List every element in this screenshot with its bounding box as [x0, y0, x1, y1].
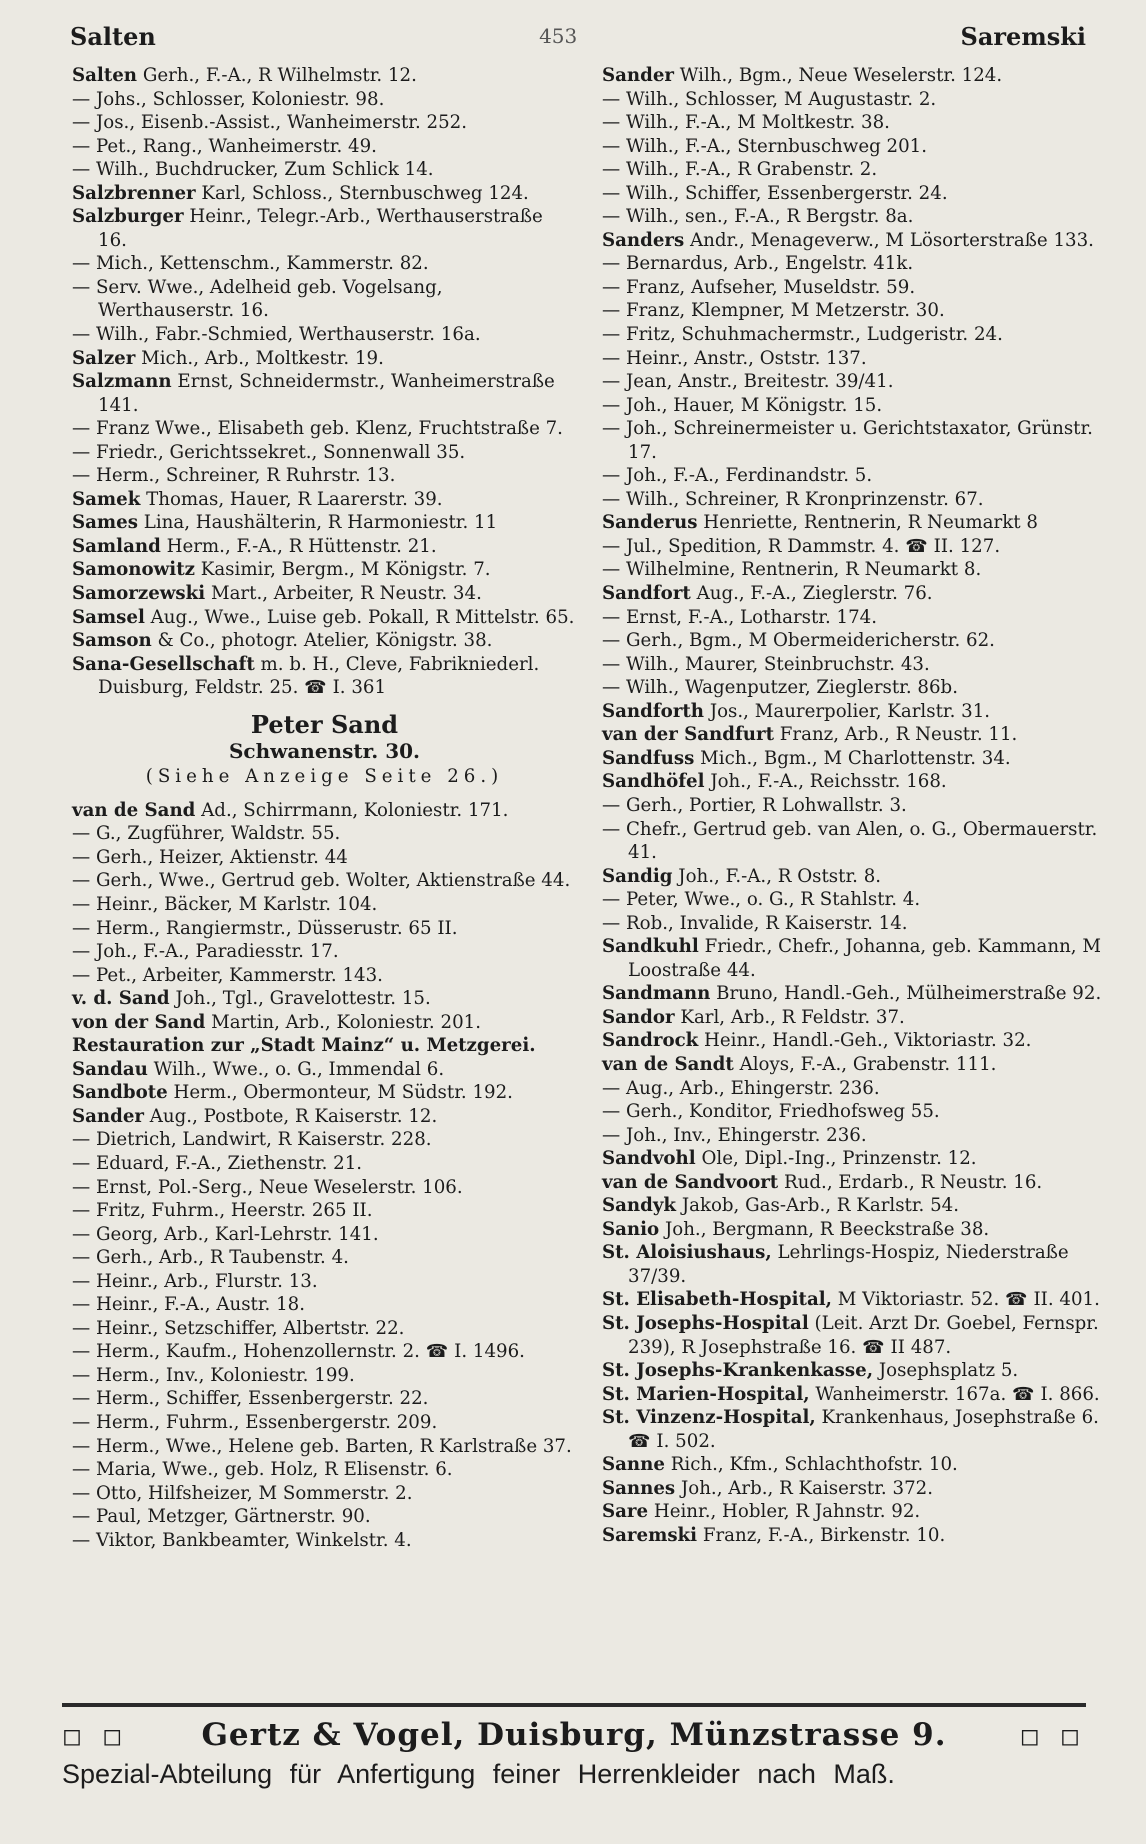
entry-details: — Franz Wwe., Elisabeth geb. Klenz, Fruchtstraße 7. — [72, 418, 563, 440]
entry-details: — Aug., Arb., Ehingerstr. 236. — [602, 1077, 880, 1099]
directory-entry — [72, 488, 577, 512]
advert-note: (Siehe Anzeige Seite 26.) — [145, 765, 504, 787]
directory-entry — [602, 370, 1112, 394]
entry-details: — Dietrich, Landwirt, R Kaiserstr. 228. — [72, 1129, 432, 1151]
footer-headline: Gertz & Vogel, Duisburg, Münzstrasse 9. — [201, 1717, 947, 1753]
entry-surname: Sanio — [602, 1218, 660, 1240]
page-number: 453 — [539, 24, 578, 48]
entry-surname: Salzmann — [72, 371, 172, 393]
entry-details: — Herm., Schiffer, Essenbergerstr. 22. — [72, 1388, 429, 1410]
directory-entry — [72, 252, 577, 276]
entry-details: — Heinr., Arb., Flurstr. 13. — [72, 1270, 318, 1292]
entry-surname: St. Marien-Hospital, — [602, 1383, 810, 1405]
footer-box-ornament-right: ◻ ◻ — [1019, 1720, 1086, 1750]
entry-details: — Wilh., Wagenputzer, Zieglerstr. 86b. — [602, 677, 958, 699]
directory-entry — [72, 869, 577, 893]
entry-surname: St. Josephs-Hospital — [602, 1312, 809, 1334]
directory-entry — [602, 1171, 1112, 1195]
directory-entry — [72, 111, 577, 135]
entry-details: Mich., Bgm., M Charlottenstr. 34. — [694, 747, 1011, 769]
entry-details: Karl, Arb., R Feldstr. 37. — [674, 1006, 905, 1028]
entry-surname: Samorzewski — [72, 583, 206, 605]
entry-details: — Wilh., F.-A., Sternbuschweg 201. — [602, 135, 928, 157]
directory-entry — [72, 1199, 577, 1223]
entry-surname: Sandfuss — [602, 747, 695, 769]
spacer — [72, 789, 577, 799]
directory-entry — [602, 464, 1112, 488]
entry-details: — Gerh., Wwe., Gertrud geb. Wolter, Aktienstraße 44. — [72, 870, 571, 892]
entry-details: — Peter, Wwe., o. G., R Stahlstr. 4. — [602, 889, 921, 911]
entry-surname: Samsel — [72, 606, 145, 628]
entry-details: Krankenhaus, Josephstraße 6. ☎ I. 502. — [628, 1407, 1099, 1452]
directory-entry — [72, 1105, 577, 1129]
entry-details: — Bernardus, Arb., Engelstr. 41k. — [602, 253, 914, 275]
directory-entry — [72, 1293, 577, 1317]
directory-entry — [602, 299, 1112, 323]
entry-details: — Jean, Anstr., Breitestr. 39/41. — [602, 371, 894, 393]
directory-entry — [602, 676, 1112, 700]
directory-entry — [602, 1406, 1112, 1453]
directory-entry — [602, 394, 1112, 418]
entry-details: Gerh., F.-A., R Wilhelmstr. 12. — [137, 65, 417, 86]
directory-entry — [72, 182, 577, 206]
directory-entry — [72, 1011, 577, 1035]
directory-entry — [602, 700, 1112, 724]
right-column — [602, 64, 1112, 1547]
directory-entry — [72, 441, 577, 465]
directory-entry — [602, 323, 1112, 347]
entry-details: M Viktoriastr. 52. ☎ II. 401. — [831, 1289, 1100, 1311]
entry-details: — Georg, Arb., Karl-Lehrstr. 141. — [72, 1223, 379, 1245]
entry-details: Rud., Erdarb., R Neustr. 16. — [778, 1171, 1043, 1193]
directory-entry — [602, 1006, 1112, 1030]
directory-entry — [602, 1218, 1112, 1242]
left-column — [72, 64, 577, 1552]
entry-details: Wilh., Wwe., o. G., Immendal 6. — [147, 1058, 445, 1080]
entry-details: — Mich., Kettenschm., Kammerstr. 82. — [72, 253, 429, 275]
directory-entry — [602, 511, 1112, 535]
entry-details: Heinr., Hobler, R Jahnstr. 92. — [648, 1501, 921, 1523]
entry-details: Thomas, Hauer, R Laarerstr. 39. — [140, 488, 443, 510]
entry-surname: Sare — [602, 1501, 649, 1523]
directory-entry — [602, 1524, 1112, 1548]
entry-details: Jos., Maurerpolier, Karlstr. 31. — [704, 700, 991, 722]
entry-surname: Sandfort — [602, 583, 691, 605]
footer-tagline: Spezial-Abteilung für Anfertigung feiner Herrenkleider nach Maß. — [62, 1759, 895, 1789]
entry-details: Aloys, F.-A., Grabenstr. 111. — [733, 1053, 997, 1075]
entry-surname: Sandkuhl — [602, 936, 699, 958]
entry-surname: Samson — [72, 630, 152, 652]
directory-entry — [602, 1053, 1112, 1077]
entry-details: — Ernst, F.-A., Lotharstr. 174. — [602, 606, 878, 628]
directory-entry — [72, 917, 577, 941]
entry-details: Kasimir, Bergm., M Königstr. 7. — [194, 559, 491, 581]
entry-details: — Gerh., Konditor, Friedhofsweg 55. — [602, 1101, 940, 1123]
directory-entry — [602, 770, 1112, 794]
entry-details: Lehrlings-Hospiz, Niederstraße 37/39. — [628, 1242, 1069, 1287]
directory-entry — [602, 912, 1112, 936]
directory-entry — [602, 629, 1112, 653]
entry-details: — Joh., Inv., Ehingerstr. 236. — [602, 1124, 867, 1146]
directory-entry — [72, 276, 577, 323]
directory-entry — [72, 653, 577, 700]
entry-details: — Joh., F.-A., Paradiesstr. 17. — [72, 941, 339, 963]
entry-details: — Wilh., Buchdrucker, Zum Schlick 14. — [72, 159, 434, 181]
entry-details: — Gerh., Portier, R Lohwallstr. 3. — [602, 794, 907, 816]
entry-details: — Heinr., Anstr., Oststr. 137. — [602, 347, 867, 369]
entry-surname: Sander — [72, 1105, 145, 1127]
entry-details: Wilh., Bgm., Neue Weselerstr. 124. — [674, 65, 1003, 86]
directory-entry — [72, 1340, 577, 1364]
directory-entry — [602, 1124, 1112, 1148]
directory-entry — [72, 135, 577, 159]
directory-entry — [72, 511, 577, 535]
directory-entry — [72, 606, 577, 630]
entry-details: — Wilhelmine, Rentnerin, R Neumarkt 8. — [602, 559, 982, 581]
directory-entry — [602, 488, 1112, 512]
directory-entry — [602, 276, 1112, 300]
entry-details: Henriette, Rentnerin, R Neumarkt 8 — [697, 512, 1038, 534]
directory-entry — [72, 1364, 577, 1388]
directory-entry — [72, 1128, 577, 1152]
entry-details: — Joh., F.-A., Ferdinandstr. 5. — [602, 465, 873, 487]
directory-entry: Restauration zur „Stadt Mainz“ u. Metzgerei. — [72, 1035, 536, 1057]
directory-entry — [602, 229, 1112, 253]
entry-surname: Sanderus — [602, 512, 698, 534]
directory-entry — [602, 205, 1112, 229]
entry-details: Karl, Schloss., Sternbuschweg 124. — [195, 182, 529, 204]
entry-surname: Sandvohl — [602, 1148, 696, 1170]
entry-details: — Herm., Kaufm., Hohenzollernstr. 2. ☎ I. 1496. — [72, 1341, 525, 1363]
entry-details: Josephsplatz 5. — [873, 1360, 1019, 1382]
entry-surname: Sana-Gesellschaft — [72, 653, 255, 675]
advert-title: Peter Sand — [250, 709, 399, 739]
entry-surname: von der Sand — [72, 1011, 206, 1033]
entry-details: Bruno, Handl.-Geh., Mülheimerstraße 92. — [710, 983, 1102, 1005]
entry-details: Ernst, Schneidermstr., Wanheimerstraße 141. — [98, 371, 555, 416]
entry-details: Joh., F.-A., Reichsstr. 168. — [704, 771, 947, 793]
directory-entry — [602, 794, 1112, 818]
entry-details: Aug., Postbote, R Kaiserstr. 12. — [144, 1105, 438, 1127]
entry-details: — Herm., Rangiermstr., Düsserustr. 65 II. — [72, 917, 458, 939]
advert-address: Schwanenstr. 30. — [228, 738, 421, 763]
footer-box-ornament-left: ◻ ◻ — [62, 1720, 129, 1750]
directory-entry — [72, 582, 577, 606]
entry-surname: St. Aloisiushaus, — [602, 1242, 772, 1264]
entry-details: Mich., Arb., Moltkestr. 19. — [135, 347, 384, 369]
entry-details: — Heinr., F.-A., Austr. 18. — [72, 1294, 306, 1316]
entry-details: — Johs., Schlosser, Koloniestr. 98. — [72, 88, 385, 110]
entry-surname: Samonowitz — [72, 559, 195, 581]
directory-entry — [602, 865, 1112, 889]
directory-entry — [72, 64, 577, 88]
entry-surname: St. Josephs-Krankenkasse, — [602, 1360, 874, 1382]
directory-entry — [72, 964, 577, 988]
entry-details: — Wilh., Schlosser, M Augustastr. 2. — [602, 88, 937, 110]
entry-details: — Friedr., Gerichtssekret., Sonnenwall 35. — [72, 441, 466, 463]
entry-details: — Pet., Rang., Wanheimerstr. 49. — [72, 135, 377, 157]
entry-details: Andr., Menageverw., M Lösorterstraße 133. — [684, 229, 1094, 251]
directory-entry — [72, 323, 577, 347]
directory-entry — [602, 1194, 1112, 1218]
directory-entry — [72, 1152, 577, 1176]
directory-entry — [602, 582, 1112, 606]
directory-entry — [602, 182, 1112, 206]
entry-surname: Sander — [602, 65, 675, 86]
directory-entry — [602, 935, 1112, 982]
directory-entry — [72, 1435, 577, 1459]
entry-details: — Pet., Arbeiter, Kammerstr. 143. — [72, 964, 383, 986]
directory-entry — [602, 1477, 1112, 1501]
directory-entry — [72, 1529, 577, 1553]
entry-details: — G., Zugführer, Waldstr. 55. — [72, 823, 341, 845]
entry-surname: Salzburger — [72, 206, 184, 228]
entry-details: Franz, F.-A., Birkenstr. 10. — [697, 1524, 946, 1546]
entry-details: — Heinr., Bäcker, M Karlstr. 104. — [72, 893, 378, 915]
entry-details: — Wilh., F.-A., R Grabenstr. 2. — [602, 159, 878, 181]
directory-entry — [602, 606, 1112, 630]
entry-surname: St. Elisabeth-Hospital, — [602, 1289, 832, 1311]
entry-surname: Salzbrenner — [72, 182, 196, 204]
entry-details: Heinr., Telegr.-Arb., Werthauserstraße 16. — [98, 206, 543, 251]
entry-surname: Sandbote — [72, 1082, 168, 1104]
directory-entry — [602, 1100, 1112, 1124]
directory-entry — [72, 88, 577, 112]
directory-entry — [72, 205, 577, 252]
directory-entry — [602, 888, 1112, 912]
directory-entry — [602, 558, 1112, 582]
directory-entry — [602, 111, 1112, 135]
directory-entry — [602, 1288, 1112, 1312]
entry-surname: van de Sandvoort — [602, 1171, 779, 1193]
directory-entry — [602, 1147, 1112, 1171]
entry-surname: Salten — [72, 65, 138, 86]
entry-details: — Wilh., Schreiner, R Kronprinzenstr. 67. — [602, 488, 984, 510]
directory-entry — [602, 723, 1112, 747]
entry-surname: Samek — [72, 488, 141, 510]
entry-surname: Sames — [72, 512, 138, 534]
directory-entry — [72, 629, 577, 653]
entry-details: — Herm., Wwe., Helene geb. Barten, R Karlstraße 37. — [72, 1435, 572, 1457]
entry-surname: van de Sand — [72, 799, 196, 821]
directory-entry — [602, 818, 1112, 865]
entry-details: Ad., Schirrmann, Koloniestr. 171. — [195, 799, 509, 821]
entry-details: (Leit. Arzt Dr. Goebel, Fernspr. 239), R Josephstraße 16. ☎ II 487. — [628, 1312, 1099, 1358]
directory-entry — [602, 88, 1112, 112]
entry-details: Aug., Wwe., Luise geb. Pokall, R Mittelstr. 65. — [144, 606, 575, 628]
entry-details: — Paul, Metzger, Gärtnerstr. 90. — [72, 1506, 371, 1528]
entry-details: Mart., Arbeiter, R Neustr. 34. — [205, 583, 482, 605]
spacer — [72, 700, 577, 710]
entry-details: — Maria, Wwe., geb. Holz, R Elisenstr. 6. — [72, 1459, 453, 1481]
directory-entry — [72, 1458, 577, 1482]
directory-entry — [72, 1058, 577, 1082]
entry-surname: van der Sandfurt — [602, 724, 774, 746]
entry-surname: Sandhöfel — [602, 771, 705, 793]
entry-surname: v. d. Sand — [72, 988, 170, 1010]
entry-details: Joh., Tgl., Gravelottestr. 15. — [169, 988, 431, 1010]
directory-entry — [72, 535, 577, 559]
entry-surname: Sannes — [602, 1477, 676, 1499]
entry-surname: van de Sandt — [602, 1053, 734, 1075]
entry-details: Herm., Obermonteur, M Südstr. 192. — [167, 1082, 513, 1104]
entry-details: — Fritz, Fuhrm., Heerstr. 265 II. — [72, 1200, 373, 1222]
entry-details: Herm., F.-A., R Hüttenstr. 21. — [160, 535, 437, 557]
entry-surname: Sanne — [602, 1454, 665, 1476]
entry-surname: Sandforth — [602, 700, 705, 722]
entry-details: m. b. H., Cleve, Fabrikniederl. Duisburg, Feldstr. 25. ☎ I. 361 — [98, 653, 540, 699]
directory-entry — [72, 1387, 577, 1411]
directory-entry — [72, 1081, 577, 1105]
directory-entry — [72, 1482, 577, 1506]
entry-details: Joh., F.-A., R Oststr. 8. — [672, 865, 882, 887]
entry-details: — Viktor, Bankbeamter, Winkelstr. 4. — [72, 1529, 412, 1551]
directory-entry — [72, 1270, 577, 1294]
entry-details: — Wilh., Maurer, Steinbruchstr. 43. — [602, 653, 930, 675]
entry-details: — Franz, Klempner, M Metzerstr. 30. — [602, 300, 945, 322]
directory-entry — [602, 982, 1112, 1006]
entry-details: — Serv. Wwe., Adelheid geb. Vogelsang, Werthauserstr. 16. — [72, 276, 443, 322]
directory-entry — [72, 1317, 577, 1341]
entry-surname: Sandyk — [602, 1195, 677, 1217]
entry-details: Wanheimerstr. 167a. ☎ I. 866. — [809, 1383, 1100, 1405]
directory-entry — [602, 135, 1112, 159]
directory-entry — [602, 535, 1112, 559]
directory-entry — [602, 1500, 1112, 1524]
entry-details: — Wilh., F.-A., M Moltkestr. 38. — [602, 112, 890, 134]
directory-entry — [72, 799, 577, 823]
entry-details: Martin, Arb., Koloniestr. 201. — [205, 1011, 481, 1033]
directory-entry — [602, 1453, 1112, 1477]
entry-details: — Joh., Hauer, M Königstr. 15. — [602, 394, 883, 416]
directory-entry — [72, 987, 577, 1011]
entry-details: Ole, Dipl.-Ing., Prinzenstr. 12. — [695, 1148, 977, 1170]
entry-details: Joh., Bergmann, R Beeckstraße 38. — [659, 1218, 990, 1240]
directory-entry — [72, 1505, 577, 1529]
entry-details: — Otto, Hilfsheizer, M Sommerstr. 2. — [72, 1482, 413, 1504]
directory-entry — [72, 417, 577, 441]
entry-details: Jakob, Gas-Arb., R Karlstr. 54. — [676, 1195, 960, 1217]
entry-details: — Wilh., Schiffer, Essenbergerstr. 24. — [602, 182, 948, 204]
directory-entry — [602, 1312, 1112, 1359]
directory-entry — [72, 893, 577, 917]
entry-details: — Franz, Aufseher, Museldstr. 59. — [602, 276, 916, 298]
directory-entry — [72, 1223, 577, 1247]
entry-details: — Ernst, Pol.-Serg., Neue Weselerstr. 106. — [72, 1176, 463, 1198]
directory-entry — [602, 747, 1112, 771]
entry-details: — Gerh., Heizer, Aktienstr. 44 — [72, 846, 348, 868]
directory-entry — [72, 822, 577, 846]
entry-details: — Heinr., Setzschiffer, Albertstr. 22. — [72, 1317, 405, 1339]
header-right-keyword: Saremski — [960, 21, 1086, 51]
directory-entry — [72, 846, 577, 870]
entry-details: Heinr., Handl.-Geh., Viktoriastr. 32. — [698, 1030, 1032, 1052]
entry-details: — Herm., Schreiner, R Ruhrstr. 13. — [72, 465, 396, 487]
entry-details: Aug., F.-A., Zieglerstr. 76. — [690, 583, 933, 605]
header-left-keyword: Salten — [70, 21, 156, 51]
directory-entry — [602, 417, 1112, 464]
directory-entry — [602, 252, 1112, 276]
entry-details: — Chefr., Gertrud geb. van Alen, o. G., Obermauerstr. 41. — [602, 818, 1098, 864]
directory-entry — [602, 653, 1112, 677]
directory-entry — [602, 347, 1112, 371]
directory-entry — [72, 1246, 577, 1270]
directory-entry — [72, 940, 577, 964]
entry-surname: Sandig — [602, 865, 673, 887]
entry-details: Friedr., Chefr., Johanna, geb. Kammann, M Loostraße 44. — [628, 936, 1101, 981]
entry-details: — Gerh., Bgm., M Obermeidericherstr. 62. — [602, 630, 995, 652]
directory-entry — [602, 158, 1112, 182]
entry-details: Rich., Kfm., Schlachthofstr. 10. — [664, 1454, 958, 1476]
entry-details: Joh., Arb., R Kaiserstr. 372. — [675, 1477, 933, 1499]
entry-details: — Fritz, Schuhmachermstr., Ludgeristr. 24. — [602, 324, 1003, 346]
entry-details: — Herm., Inv., Koloniestr. 199. — [72, 1364, 355, 1386]
entry-details: — Jos., Eisenb.-Assist., Wanheimerstr. 252. — [72, 112, 468, 134]
directory-entry — [602, 64, 1112, 88]
entry-details: — Wilh., Fabr.-Schmied, Werthauserstr. 16a. — [72, 324, 481, 346]
directory-entry — [72, 158, 577, 182]
entry-surname: Sandrock — [602, 1030, 699, 1052]
page-header — [70, 18, 1086, 54]
entry-details: — Gerh., Arb., R Taubenstr. 4. — [72, 1247, 349, 1269]
entry-surname: Sandau — [72, 1058, 148, 1080]
entry-details: — Jul., Spedition, R Dammstr. 4. ☎ II. 127. — [602, 535, 1001, 557]
directory-entry — [72, 1411, 577, 1435]
entry-surname: Salzer — [72, 347, 136, 369]
directory-entry — [72, 558, 577, 582]
directory-entry — [72, 1176, 577, 1200]
entry-details: & Co., photogr. Atelier, Königstr. 38. — [151, 630, 493, 652]
entry-details: — Herm., Fuhrm., Essenbergerstr. 209. — [72, 1411, 438, 1433]
entry-surname: Sandmann — [602, 983, 711, 1005]
entry-surname: Saremski — [602, 1524, 698, 1546]
directory-entry — [72, 464, 577, 488]
entry-surname: Samland — [72, 535, 161, 557]
footer-advertisement — [62, 1703, 1086, 1790]
directory-entry — [72, 347, 577, 371]
entry-details: Franz, Arb., R Neustr. 11. — [774, 724, 1018, 746]
directory-entry — [602, 1359, 1112, 1383]
entry-surname: St. Vinzenz-Hospital, — [602, 1407, 816, 1429]
entry-details: Lina, Haushälterin, R Harmoniestr. 11 — [137, 512, 498, 534]
entry-details: — Eduard, F.-A., Ziethenstr. 21. — [72, 1152, 363, 1174]
entry-details: — Wilh., sen., F.-A., R Bergstr. 8a. — [602, 206, 914, 228]
entry-surname: Sanders — [602, 229, 685, 251]
entry-details: — Rob., Invalide, R Kaiserstr. 14. — [602, 912, 908, 934]
entry-surname: Sandor — [602, 1006, 675, 1028]
directory-entry — [72, 370, 577, 417]
directory-entry — [602, 1029, 1112, 1053]
directory-entry — [602, 1077, 1112, 1101]
directory-entry — [602, 1383, 1112, 1407]
directory-entry — [602, 1241, 1112, 1288]
entry-details: — Joh., Schreinermeister u. Gerichtstaxator, Grünstr. 17. — [602, 418, 1093, 463]
